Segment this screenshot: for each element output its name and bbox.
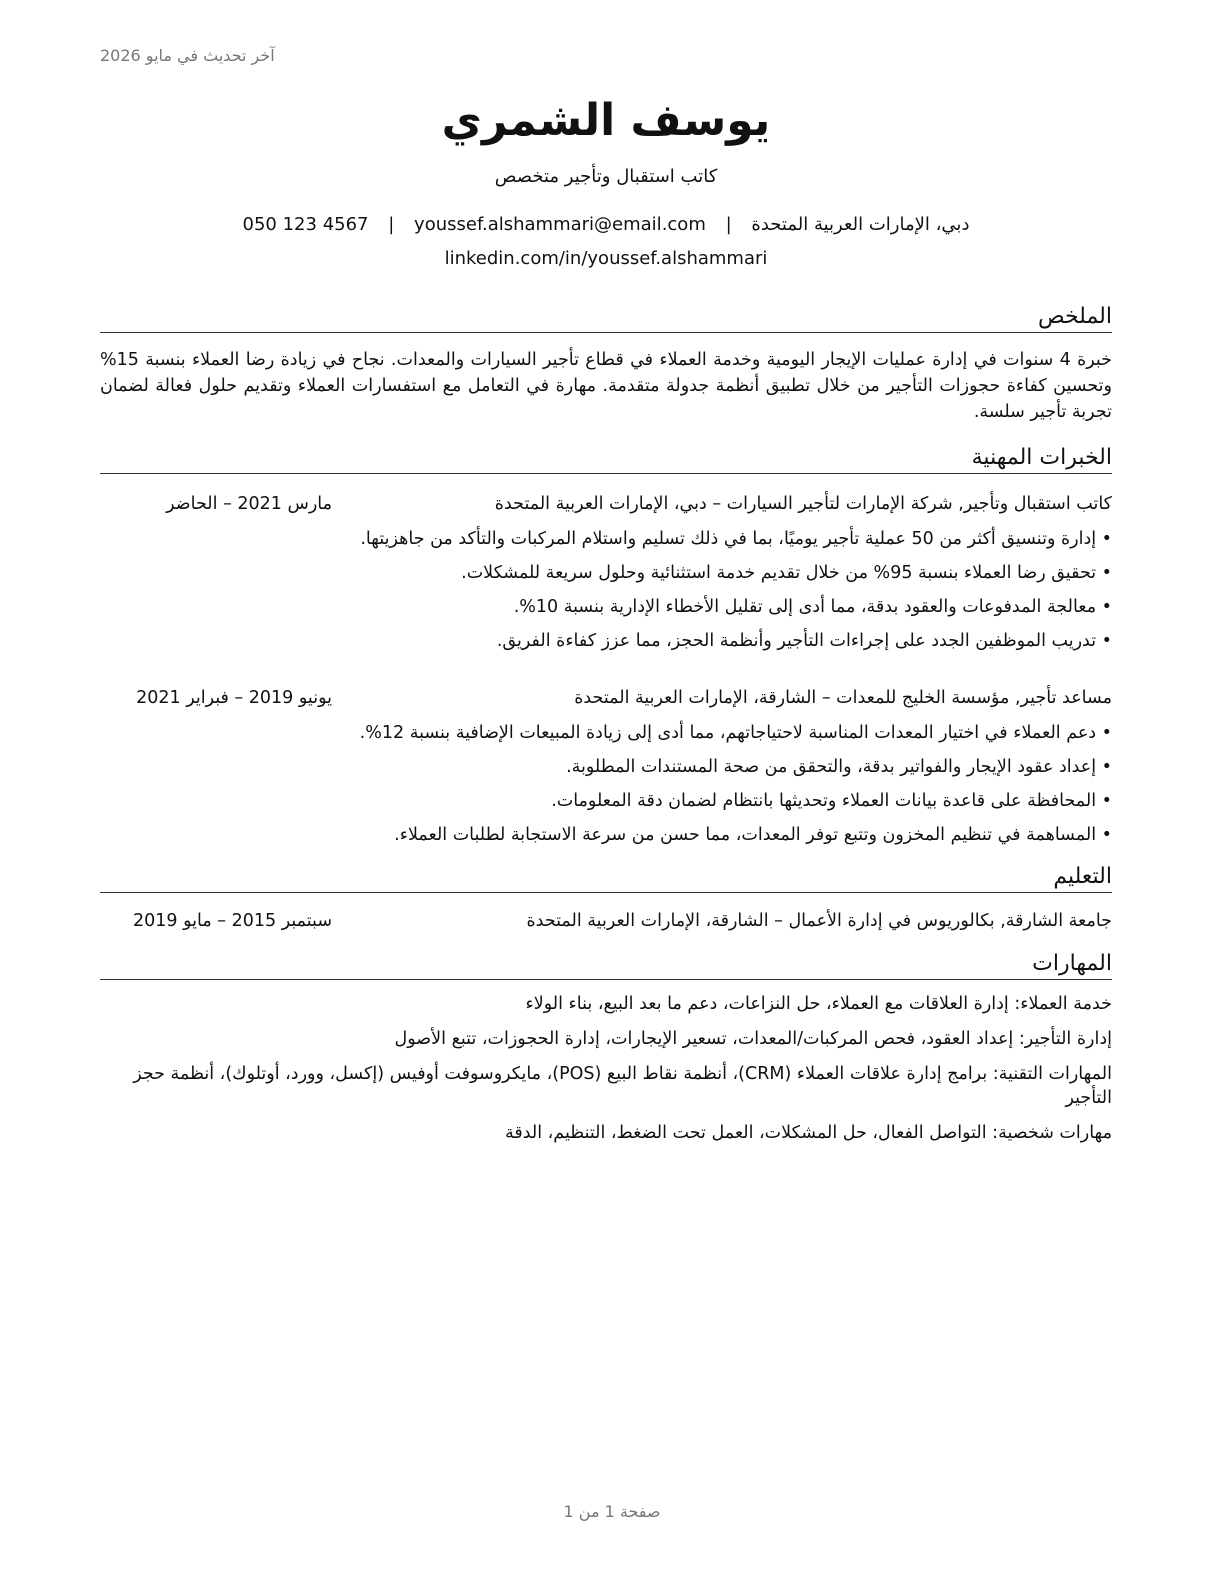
job-bullet: • دعم العملاء في اختيار المعدات المناسبة لاحتياجاتهم، مما أدى إلى زيادة المبيعات الإضافية بنسبة 12%. [100,720,1112,746]
job-header [100,490,1112,518]
education-entry [100,907,1112,935]
job-bullet: • المساهمة في تنظيم المخزون وتتبع توفر المعدات، مما حسن من سرعة الاستجابة لطلبات العملاء. [100,822,1112,848]
contact-line-1 [100,208,1112,242]
job-bullet: • تدريب الموظفين الجدد على إجراءات التأجير وأنظمة الحجز، مما عزز كفاءة الفريق. [100,628,1112,654]
page-number: صفحة 1 من 1 [563,1502,661,1521]
contact-email[interactable]: youssef.alshammari@email.com [414,214,706,235]
skill-line: مهارات شخصية: التواصل الفعال، حل المشكلات، العمل تحت الضغط، التنظيم، الدقة [504,1123,1112,1143]
education-heading: التعليم [100,862,1112,893]
education-dates: سبتمبر 2015 – مايو 2019 [133,911,332,931]
job-role: كاتب استقبال وتأجير, شركة الإمارات لتأجير السيارات – دبي، الإمارات العربية المتحدة [494,494,1112,514]
job-bullet: • إعداد عقود الإيجار والفواتير بدقة، والتحقق من صحة المستندات المطلوبة. [100,754,1112,780]
job-dates: مارس 2021 – الحاضر [166,494,332,514]
education-degree: جامعة الشارقة, بكالوريوس في إدارة الأعمال – الشارقة، الإمارات العربية المتحدة [526,911,1112,931]
job-title: كاتب استقبال وتأجير متخصص [494,166,718,187]
contact-separator: | [388,214,395,235]
summary-heading: الملخص [100,302,1112,333]
skills-list [100,992,1112,1145]
job-bullet: • تحقيق رضا العملاء بنسبة 95% من خلال تقديم خدمة استثنائية وحلول سريعة للمشكلات. [100,560,1112,586]
experience-heading: الخبرات المهنية [100,443,1112,474]
contact-location: دبي، الإمارات العربية المتحدة [751,214,970,235]
job-entry [100,684,1112,848]
job-header [100,684,1112,712]
job-bullet: • معالجة المدفوعات والعقود بدقة، مما أدى إلى تقليل الأخطاء الإدارية بنسبة 10%. [100,594,1112,620]
job-dates: يونيو 2019 – فبراير 2021 [136,688,332,708]
skill-line: إدارة التأجير: إعداد العقود، فحص المركبات/المعدات، تسعير الإيجارات، إدارة الحجوزات، تتبع الأصول [394,1029,1112,1049]
contact-phone: 050 123 4567 [242,214,369,235]
resume-page [100,92,1112,1156]
job-bullet: • المحافظة على قاعدة بيانات العملاء وتحديثها بانتظام لضمان دقة المعلومات. [100,788,1112,814]
job-bullets [100,720,1112,848]
skills-heading: المهارات [100,949,1112,980]
skill-line: خدمة العملاء: إدارة العلاقات مع العملاء، حل النزاعات، دعم ما بعد البيع، بناء الولاء [525,994,1112,1014]
job-bullet: • إدارة وتنسيق أكثر من 50 عملية تأجير يوميًا، بما في ذلك تسليم واستلام المركبات والتأكد من جاهزيتها. [100,526,1112,552]
last-updated-note: آخر تحديث في مايو 2026 [100,46,275,65]
candidate-name: يوسف الشمري [441,95,771,146]
job-role: مساعد تأجير, مؤسسة الخليج للمعدات – الشارقة، الإمارات العربية المتحدة [574,688,1112,708]
skill-line: المهارات التقنية: برامج إدارة علاقات العملاء (CRM)، أنظمة نقاط البيع (POS)، مايكروسوفت أوفيس (إكسل، وورد، أوتلوك)، أنظمة حجز التأجير [133,1064,1112,1108]
contact-separator: | [725,214,732,235]
job-entry [100,490,1112,654]
contact-info [100,208,1112,276]
contact-linkedin[interactable]: linkedin.com/in/youssef.alshammari [444,248,768,269]
summary-text: خبرة 4 سنوات في إدارة عمليات الإيجار اليومية وخدمة العملاء في قطاع تأجير السيارات والمعدات. نجاح في زيادة رضا العملاء بنسبة 15% وتحسين كفاءة حجوزات التأجير من خلال تطبيق أنظمة جدولة متقدمة. مهارة في التعامل مع استفسارات العملاء وتقديم حلول فعالة لضمان تجربة تأجير سلسة. [100,350,1112,422]
job-bullets [100,526,1112,654]
